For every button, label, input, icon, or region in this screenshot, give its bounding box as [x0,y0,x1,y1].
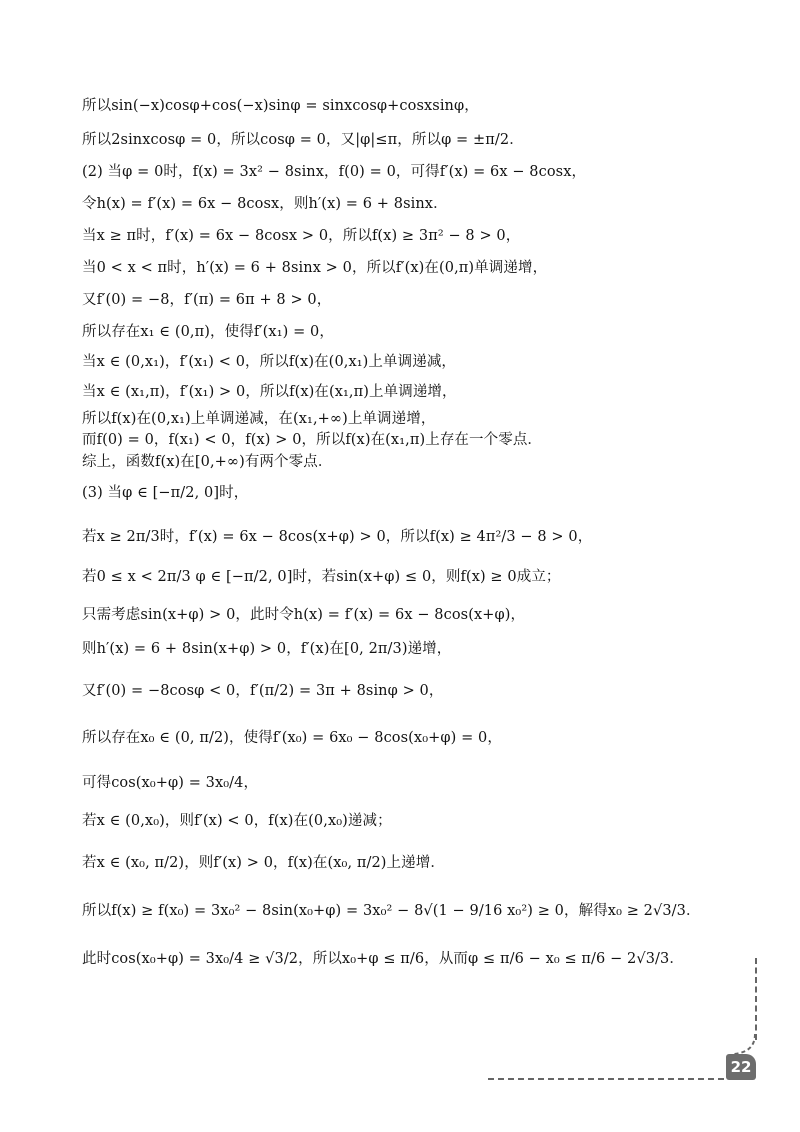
text-line: 若x ≥ 2π/3时，f′(x) = 6x − 8cos(x+φ) > 0，所以f(x) ≥ 4π²/3 − 8 > 0， [82,529,593,545]
text-line: 所以2sinxcosφ = 0，所以cosφ = 0，又|φ|≤π，所以φ = ±π/2． [82,132,524,148]
text-line: 当x ∈ (0,x₁)，f′(x₁) < 0，所以f(x)在(0,x₁)上单调递减， [82,354,457,370]
text-line: 综上，函数f(x)在[0,+∞)有两个零点． [82,454,333,470]
text-line: 此时cos(x₀+φ) = 3x₀/4 ≥ √3/2，所以x₀+φ ≤ π/6，从而φ ≤ π/6 − x₀ ≤ π/6 − 2√3/3． [82,951,684,967]
text-line: 所以存在x₀ ∈ (0, π/2)，使得f′(x₀) = 6x₀ − 8cos(x₀+φ) = 0， [82,730,502,746]
text-line: 又f′(0) = −8，f′(π) = 6π + 8 > 0， [82,292,332,308]
text-line: 所以f(x) ≥ f(x₀) = 3x₀² − 8sin(x₀+φ) = 3x₀² − 8√(1 − 9/16 x₀²) ≥ 0，解得x₀ ≥ 2√3/3． [82,903,701,919]
text-line: (3) 当φ ∈ [−π/2, 0]时， [82,485,249,501]
text-line: 可得cos(x₀+φ) = 3x₀/4， [82,775,259,791]
page-border-dashed-vertical [755,958,757,1040]
text-line: 当x ≥ π时，f′(x) = 6x − 8cosx > 0，所以f(x) ≥ 3π² − 8 > 0， [82,228,521,244]
text-line: (2) 当φ = 0时，f(x) = 3x² − 8sinx，f(0) = 0，可得f′(x) = 6x − 8cosx， [82,164,587,180]
text-line: 而f(0) = 0，f(x₁) < 0，f(x) > 0，所以f(x)在(x₁,π)上存在一个零点． [82,432,543,448]
text-line: 当0 < x < π时，h′(x) = 6 + 8sinx > 0，所以f′(x)在(0,π)单调递增， [82,260,548,276]
text-line: 当x ∈ (x₁,π)，f′(x₁) > 0，所以f(x)在(x₁,π)上单调递增， [82,384,457,400]
page-number-badge: 22 [726,1054,756,1080]
text-line: 所以f(x)在(0,x₁)上单调递减，在(x₁,+∞)上单调递增， [82,411,436,427]
text-line: 令h(x) = f′(x) = 6x − 8cosx，则h′(x) = 6 + 8sinx． [82,196,448,212]
page-border-dashed-horizontal [488,1078,724,1080]
text-line: 若x ∈ (0,x₀)，则f′(x) < 0，f(x)在(0,x₀)递减； [82,813,392,829]
text-line: 所以存在x₁ ∈ (0,π)，使得f′(x₁) = 0， [82,324,334,340]
text-line: 若0 ≤ x < 2π/3 φ ∈ [−π/2, 0]时，若sin(x+φ) ≤ 0，则f(x) ≥ 0成立； [82,569,561,585]
page-corner-curve [724,1034,758,1056]
text-line: 只需考虑sin(x+φ) > 0，此时令h(x) = f′(x) = 6x − 8cos(x+φ)， [82,607,526,623]
text-line: 所以sin(−x)cosφ+cos(−x)sinφ = sinxcosφ+cosxsinφ， [82,98,479,114]
text-line: 又f′(0) = −8cosφ < 0，f′(π/2) = 3π + 8sinφ > 0， [82,683,444,699]
solution-text [82,96,742,969]
text-line: 若x ∈ (x₀, π/2)，则f′(x) > 0，f(x)在(x₀, π/2)上递增． [82,855,445,871]
text-line: 则h′(x) = 6 + 8sin(x+φ) > 0，f′(x)在[0, 2π/3)递增， [82,641,452,657]
